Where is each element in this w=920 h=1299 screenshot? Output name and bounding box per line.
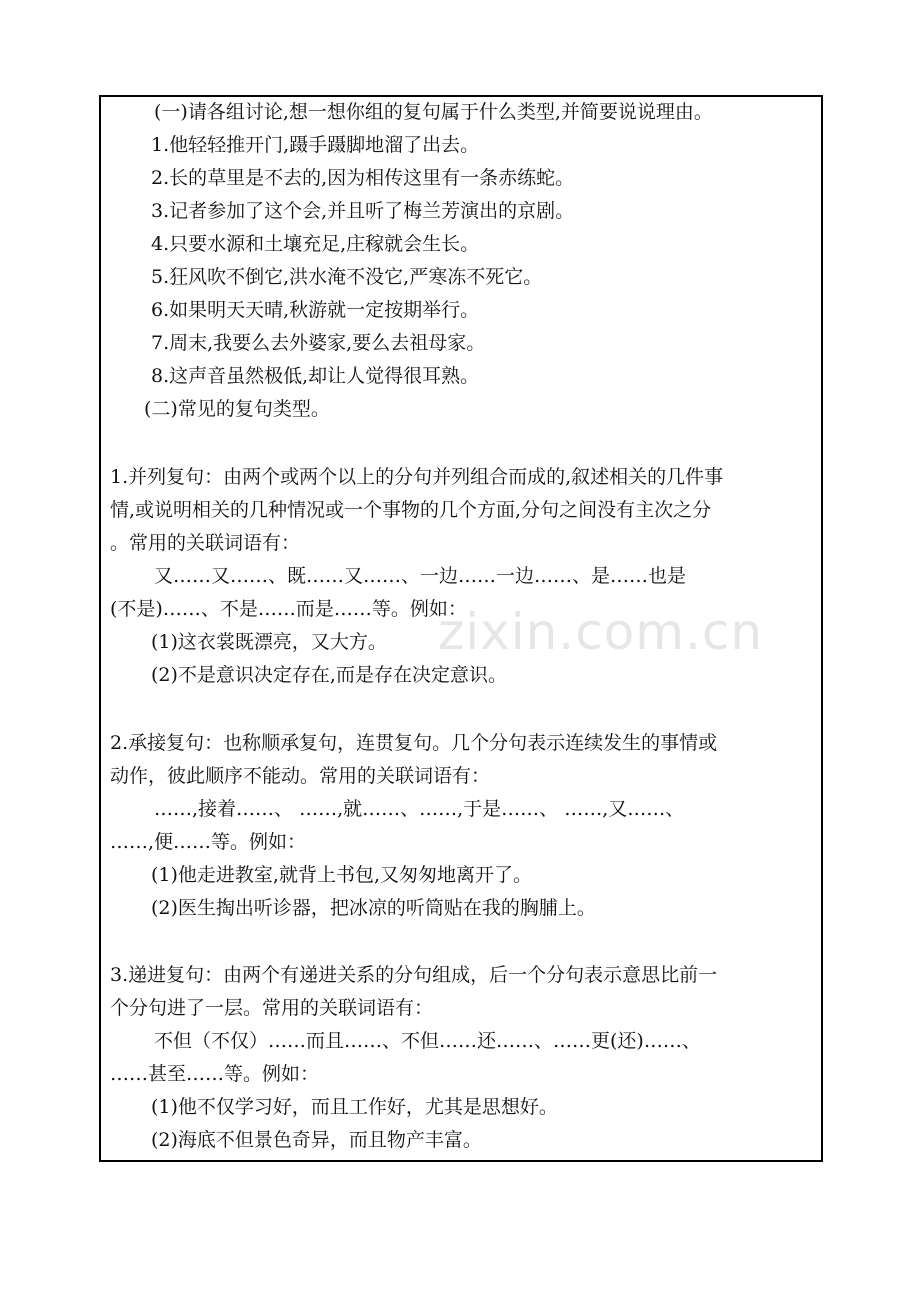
connective-words: 不但（不仅）……而且……、不但……还……、……更(还)……、 bbox=[154, 1030, 701, 1052]
watermark: zixin.com.cn bbox=[438, 603, 764, 661]
example-sentence: 7.周末,我要么去外婆家,要么去祖母家。 bbox=[151, 332, 486, 354]
example-sentence: 1.他轻轻推开门,蹑手蹑脚地溜了出去。 bbox=[151, 134, 480, 156]
type-definition: 3.递进复句：由两个有递进关系的分句组成，后一个分句表示意思比前一 bbox=[110, 964, 718, 986]
example-sentence: 2.长的草里是不去的,因为相传这里有一条赤练蛇。 bbox=[151, 167, 575, 189]
section-two-heading: (二)常见的复句类型。 bbox=[144, 398, 330, 420]
usage-example: (1)他走进教室,就背上书包,又匆匆地离开了。 bbox=[151, 864, 532, 886]
connective-words: ……,便……等。例如： bbox=[110, 831, 307, 853]
usage-example: (2)海底不但景色奇异，而且物产丰富。 bbox=[151, 1129, 482, 1151]
connective-words: ……甚至……等。例如： bbox=[110, 1063, 320, 1085]
connective-words: ……,接着……、 ……,就……、……,于是……、 ……,又……、 bbox=[154, 798, 685, 820]
example-sentence: 8.这声音虽然极低,却让人觉得很耳熟。 bbox=[151, 365, 480, 387]
type-definition: 2.承接复句：也称顺承复句，连贯复句。几个分句表示连续发生的事情或 bbox=[110, 732, 718, 754]
example-sentence: 6.如果明天天晴,秋游就一定按期举行。 bbox=[151, 299, 480, 321]
usage-example: (2)不是意识决定存在,而是存在决定意识。 bbox=[151, 664, 507, 686]
type-definition: 。常用的关联词语有： bbox=[110, 532, 301, 554]
type-definition: 1.并列复句：由两个或两个以上的分句并列组合而成的,叙述相关的几件事 bbox=[110, 466, 724, 488]
usage-example: (2)医生掏出听诊器，把冰凉的听筒贴在我的胸脯上。 bbox=[151, 897, 596, 919]
example-sentence: 4.只要水源和土壤充足,庄稼就会生长。 bbox=[151, 233, 480, 255]
usage-example: (1)他不仅学习好，而且工作好，尤其是思想好。 bbox=[151, 1096, 558, 1118]
type-definition: 动作，彼此顺序不能动。常用的关联词语有： bbox=[110, 765, 491, 787]
example-sentence: 5.狂风吹不倒它,洪水淹不没它,严寒冻不死它。 bbox=[151, 266, 543, 288]
example-sentence: 3.记者参加了这个会,并且听了梅兰芳演出的京剧。 bbox=[151, 200, 575, 222]
type-definition: 情,或说明相关的几种情况或一个事物的几个方面,分句之间没有主次之分 bbox=[110, 499, 712, 521]
connective-words: (不是)……、不是……而是……等。例如： bbox=[110, 598, 467, 620]
usage-example: (1)这衣裳既漂亮，又大方。 bbox=[151, 631, 387, 653]
type-definition: 个分句进了一层。常用的关联词语有： bbox=[110, 997, 434, 1019]
section-one-heading: (一)请各组讨论,想一想你组的复句属于什么类型,并简要说说理由。 bbox=[154, 101, 713, 123]
connective-words: 又……又……、既……又……、一边……一边……、是……也是 bbox=[154, 565, 687, 587]
